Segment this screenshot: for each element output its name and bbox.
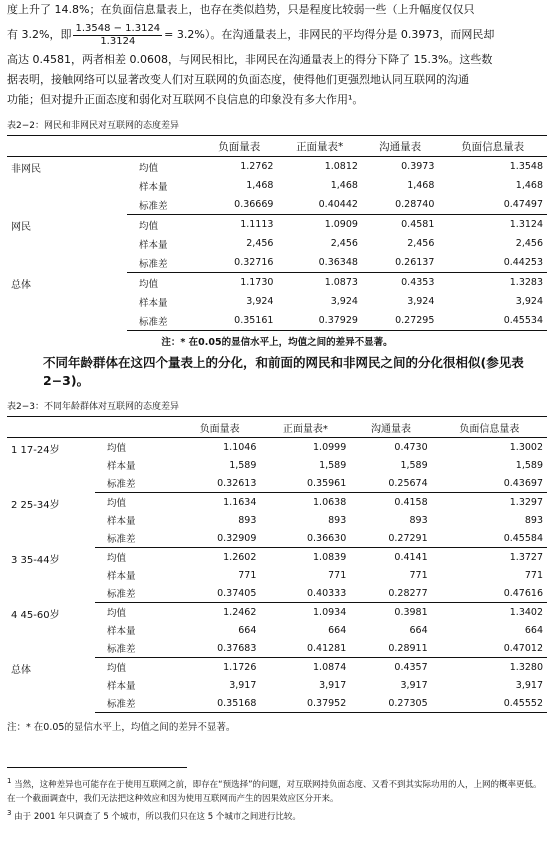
table2-cell: 0.32909 <box>179 529 260 548</box>
table1-cell: 1.1113 <box>240 219 274 230</box>
table2-age-attitudes <box>7 416 547 713</box>
table2-cell: 1,589 <box>229 459 257 471</box>
table2-stat-label: 标准差 <box>95 694 179 713</box>
table1-stat-label: 标准差 <box>127 195 201 215</box>
table1-cell: 0.27295 <box>362 311 438 331</box>
table2-cell: 1.3280 <box>509 661 543 673</box>
table2-row <box>7 658 547 677</box>
table2-stat-label: 均值 <box>107 663 127 674</box>
table2-cell: 771 <box>409 569 428 581</box>
table2-cell: 1.0874 <box>313 661 347 673</box>
table1-cell: 0.28740 <box>362 195 438 215</box>
table2-cell: 0.47616 <box>432 584 547 603</box>
table2-stat-label: 样本量 <box>107 461 136 472</box>
table1-cell: 0.4353 <box>401 277 435 288</box>
lead-sentence: 不同年龄群体在这四个量表上的分化，和前面的网民和非网民之间的分化很相似(参见表2−3)。 <box>43 355 524 388</box>
table2-cell: 1.2462 <box>223 606 257 618</box>
table2-stat-label: 均值 <box>107 498 127 509</box>
table2-cell: 0.40333 <box>260 584 350 603</box>
table2-cell: 0.35168 <box>179 694 260 713</box>
table2-cell: 0.27291 <box>350 529 431 548</box>
table1-cell: 1.3124 <box>509 219 543 230</box>
table2-cell: 0.45584 <box>432 529 547 548</box>
table2-group-label: 总体 <box>11 664 31 676</box>
table1-corner <box>7 136 127 157</box>
table2-stat-label: 样本量 <box>107 571 136 582</box>
table1-row <box>7 215 547 235</box>
table1-group-label: 非网民 <box>11 164 41 175</box>
table2-cell: 1.0638 <box>313 496 347 508</box>
table1-stat-label: 样本量 <box>139 239 168 251</box>
table2-corner <box>7 417 95 438</box>
table1-cell: 3,924 <box>246 296 274 307</box>
table1-cell: 1.2762 <box>240 161 274 172</box>
table2-cell: 1.3002 <box>509 441 543 453</box>
table1-cell: 0.37929 <box>277 311 361 331</box>
table2-cell: 1.1726 <box>223 661 257 673</box>
table1-cell: 0.26137 <box>362 253 438 273</box>
table2-cell: 0.35961 <box>260 474 350 493</box>
intro-paragraph <box>7 0 547 110</box>
intro-line-5: 功能；但对提升正面态度和弱化对互联网不良信息的印象没有多大作用¹。 <box>7 93 364 106</box>
table1-stat-label: 标准差 <box>127 253 201 273</box>
document-page <box>7 0 547 824</box>
table2-cell: 1.2602 <box>223 551 257 563</box>
table1-stat-label: 样本量 <box>139 181 168 193</box>
footnote-rule <box>7 767 187 768</box>
footnote-2-mark: 3 <box>7 808 12 817</box>
table1-cell: 3,924 <box>407 296 435 307</box>
table2-group-label: 3 35-44岁 <box>11 554 60 566</box>
table1-cell: 2,456 <box>330 238 358 249</box>
table1-cell: 0.32716 <box>201 253 277 273</box>
table1-cell: 1,468 <box>246 180 274 191</box>
fraction-denominator: 1.3124 <box>100 35 136 47</box>
table2-cell: 0.28277 <box>350 584 431 603</box>
table1-cell: 1,468 <box>407 180 435 191</box>
intro-line-2-prefix: 有 3.2%，即 <box>7 28 72 41</box>
table2-stat-label: 样本量 <box>107 516 136 527</box>
table2-cell: 0.4141 <box>394 551 428 563</box>
table2-cell: 893 <box>238 514 257 526</box>
growth-fraction <box>73 23 162 48</box>
table2-column-header: 负面信息量表 <box>432 417 547 438</box>
table2-column-header: 负面量表 <box>179 417 260 438</box>
table1-stat-label: 标准差 <box>127 311 201 331</box>
footnote-2 <box>7 806 547 824</box>
table2-row <box>7 603 547 622</box>
table1-cell: 2,456 <box>515 238 543 249</box>
table2-column-header: 沟通量表 <box>350 417 431 438</box>
table2-cell: 1,589 <box>319 459 347 471</box>
table2-cell: 1.1046 <box>223 441 257 453</box>
footnote-1-mark: 1 <box>7 777 12 785</box>
table2-cell: 1,589 <box>400 459 428 471</box>
table1-cell: 1.0812 <box>324 161 358 172</box>
footnote-1 <box>7 774 547 806</box>
table2-cell: 771 <box>238 569 257 581</box>
table2-caption: 表2−3：不同年龄群体对互联网的态度差异 <box>7 402 179 412</box>
table1-note: 注：* 在0.05的显信水平上，均值之间的差异不显著。 <box>161 337 393 348</box>
table2-cell: 0.27305 <box>350 694 431 713</box>
table2-cell: 1.3727 <box>509 551 543 563</box>
table2-cell: 0.4158 <box>394 496 428 508</box>
table2-cell: 3,917 <box>319 679 347 691</box>
footnote-2-text: 由于 2001 年只调查了 5 个城市，所以我们只在这 5 个城市之间进行比较。 <box>14 811 301 822</box>
table1-stat-label: 均值 <box>139 278 159 290</box>
fraction-numerator: 1.3548 − 1.3124 <box>75 22 161 34</box>
table1-cell: 0.44253 <box>438 253 547 273</box>
table2-row <box>7 493 547 512</box>
table2-stat-label: 标准差 <box>95 639 179 658</box>
table2-stat-label: 样本量 <box>107 681 136 692</box>
table2-cell: 893 <box>409 514 428 526</box>
table1-cell: 0.36348 <box>277 253 361 273</box>
table1-stat-header <box>127 136 201 157</box>
table2-cell: 0.3981 <box>394 606 428 618</box>
table2-cell: 0.41281 <box>260 639 350 658</box>
table1-cell: 0.3973 <box>401 161 435 172</box>
table2-cell: 0.37683 <box>179 639 260 658</box>
table1-column-header: 正面量表* <box>277 136 361 157</box>
table2-cell: 664 <box>524 624 543 636</box>
table2-cell: 1.0839 <box>313 551 347 563</box>
table2-cell: 1.3297 <box>509 496 543 508</box>
table1-netizen-attitudes <box>7 135 547 331</box>
table1-column-header: 负面量表 <box>201 136 277 157</box>
intro-line-4: 据表明，接触网络可以显著改变人们对互联网的负面态度，使得他们更强烈地认同互联网的沟通 <box>7 73 469 86</box>
table2-row <box>7 548 547 567</box>
table1-cell: 0.45534 <box>438 311 547 331</box>
table2-cell: 0.36630 <box>260 529 350 548</box>
table1-cell: 0.36669 <box>201 195 277 215</box>
table2-cell: 1.0999 <box>313 441 347 453</box>
table1-stat-label: 均值 <box>139 162 159 174</box>
table2-cell: 893 <box>328 514 347 526</box>
table1-cell: 1,468 <box>330 180 358 191</box>
table1-cell: 1,468 <box>515 180 543 191</box>
table1-stat-label: 均值 <box>139 220 159 232</box>
table1-cell: 2,456 <box>246 238 274 249</box>
intro-line-1: 度上升了 14.8%；在负面信息量表上，也存在类似趋势，只是程度比较弱一些（上升幅度仅仅只 <box>7 3 475 16</box>
table2-cell: 0.37405 <box>179 584 260 603</box>
table1-column-header: 负面信息量表 <box>438 136 547 157</box>
table1-cell: 3,924 <box>330 296 358 307</box>
table2-cell: 0.47012 <box>432 639 547 658</box>
table2-cell: 0.25674 <box>350 474 431 493</box>
table2-cell: 1.3402 <box>509 606 543 618</box>
table2-cell: 3,917 <box>400 679 428 691</box>
table2-stat-label: 样本量 <box>107 626 136 637</box>
table1-row <box>7 157 547 177</box>
table2-header-row <box>7 417 547 438</box>
table2-cell: 0.28911 <box>350 639 431 658</box>
table1-cell: 0.4581 <box>401 219 435 230</box>
table1-cell: 1.0873 <box>324 277 358 288</box>
table1-cell: 1.1730 <box>240 277 274 288</box>
table1-cell: 0.35161 <box>201 311 277 331</box>
table2-cell: 1,589 <box>515 459 543 471</box>
table1-cell: 0.47497 <box>438 195 547 215</box>
table2-stat-label: 标准差 <box>95 474 179 493</box>
table1-header-row <box>7 136 547 157</box>
table2-cell: 893 <box>524 514 543 526</box>
table1-caption: 表2−2：网民和非网民对互联网的态度差异 <box>7 121 179 131</box>
table2-cell: 0.32613 <box>179 474 260 493</box>
table2-group-label: 4 45-60岁 <box>11 609 60 621</box>
table2-cell: 0.4357 <box>394 661 428 673</box>
table2-cell: 664 <box>409 624 428 636</box>
table1-column-header: 沟通量表 <box>362 136 438 157</box>
table2-cell: 1.0934 <box>313 606 347 618</box>
table2-stat-label: 标准差 <box>95 529 179 548</box>
table1-cell: 3,924 <box>515 296 543 307</box>
footnote-1-text: 当然，这种差异也可能存在于使用互联网之前，即存在“预选择”的问题，对互联网持负面态度、又看不到其实际功用的人，上网的概率更低。在一个截面调查中，我们无法把这种效应和因为使用互联网而产生的因果效应区分开来。 <box>7 779 542 804</box>
intro-line-2-suffix: = 3.2%）。在沟通量表上，非网民的平均得分是 0.3973，而网民却 <box>164 28 495 41</box>
table2-column-header: 正面量表* <box>260 417 350 438</box>
table1-row <box>7 273 547 293</box>
table2-row <box>7 438 547 457</box>
table2-group-label: 1 17-24岁 <box>11 445 60 456</box>
table2-cell: 1.1634 <box>223 496 257 508</box>
table2-cell: 0.37952 <box>260 694 350 713</box>
table1-cell: 1.0909 <box>324 219 358 230</box>
intro-line-2 <box>7 20 547 50</box>
table1-cell: 0.40442 <box>277 195 361 215</box>
intro-line-3: 高达 0.4581，两者相差 0.0608，与网民相比，非网民在沟通量表上的得分下降了 15.3%。这些数 <box>7 53 493 66</box>
table2-stat-header <box>95 417 179 438</box>
table2-cell: 0.45552 <box>432 694 547 713</box>
table2-cell: 664 <box>328 624 347 636</box>
table2-stat-label: 均值 <box>107 608 127 619</box>
table2-group-label: 2 25-34岁 <box>11 499 60 511</box>
table1-cell: 1.3283 <box>509 277 543 288</box>
table1-cell: 1.3548 <box>509 161 543 172</box>
table2-stat-label: 均值 <box>107 443 127 454</box>
table2-cell: 664 <box>238 624 257 636</box>
table1-group-label: 网民 <box>11 221 31 233</box>
table1-stat-label: 样本量 <box>139 297 168 309</box>
table1-group-label: 总体 <box>11 279 31 291</box>
table2-cell: 3,917 <box>229 679 257 691</box>
table2-cell: 771 <box>524 569 543 581</box>
table1-cell: 2,456 <box>407 238 435 249</box>
table2-cell: 0.43697 <box>432 474 547 493</box>
table2-cell: 0.4730 <box>394 441 428 453</box>
table2-stat-label: 均值 <box>107 553 127 564</box>
table2-stat-label: 标准差 <box>95 584 179 603</box>
table2-cell: 771 <box>328 569 347 581</box>
table2-note: 注：* 在0.05的显信水平上，均值之间的差异不显著。 <box>7 722 236 733</box>
table2-cell: 3,917 <box>515 679 543 691</box>
